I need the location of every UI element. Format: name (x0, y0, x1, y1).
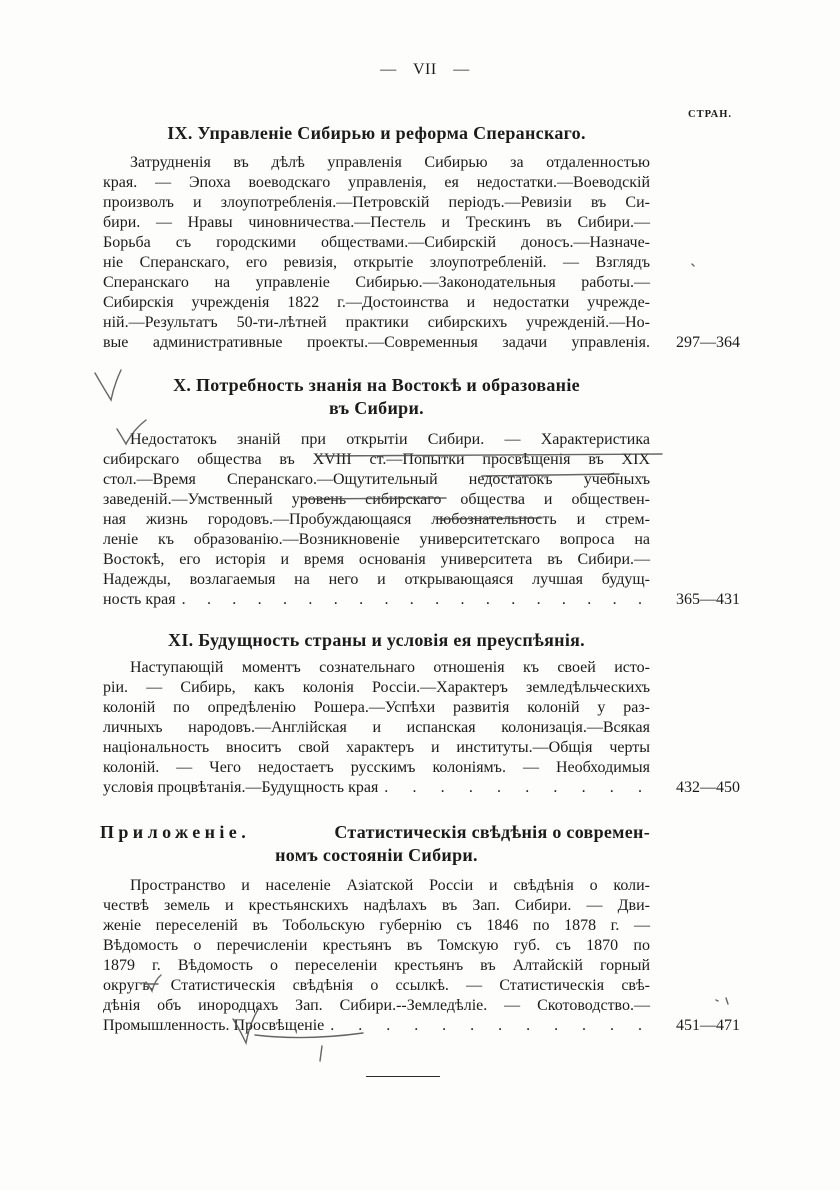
summary-line: національность вноситъ свой характеръ и институты.—Общія черты (103, 739, 650, 756)
summary-line: леніе къ образованію.—Возникновеніе университетскаго вопроса на (103, 531, 650, 548)
summary-line: края. — Эпоха воеводскаго управленія, ея недостатки.—Воеводскій (103, 174, 650, 191)
summary-line: Сперанскаго на управленіе Сибирью.—Законодательныя работы.— (103, 274, 650, 291)
summary-line-final (103, 1016, 650, 1036)
summary-line-final (103, 590, 650, 610)
summary-line: заведеній.—Умственный уровень сибирскаго общества и обществен- (103, 491, 650, 508)
summary-line: округъ. Статистическія свѣдѣнія о ссылкѣ. — Статистическія свѣ- (103, 977, 650, 994)
summary-line: ная жизнь городовъ.—Пробуждающаяся любознательность и стрем- (103, 511, 650, 528)
summary-line: Наступающій моментъ сознательнаго отношенія къ своей исто- (130, 659, 650, 676)
pencil-mark (320, 1046, 322, 1061)
page-range: 432—450 (676, 779, 740, 796)
section-title-text: Статистическія свѣдѣнія о современ- (334, 822, 650, 842)
summary-line: Затрудненія въ дѣлѣ управленія Сибирью за отдаленностью (130, 154, 650, 171)
summary-line: Вѣдомость о перечисленіи крестьянъ въ Томскую губ. съ 1870 по (103, 937, 650, 954)
summary-line: Сибирскія учрежденія 1822 г.—Достоинства и недостатки учрежде- (103, 294, 650, 311)
summary-text: условія процвѣтанія.—Будущность края (103, 779, 379, 796)
summary-line: ріи. — Сибирь, какъ колонія Россіи.—Характеръ земледѣльческихъ (103, 679, 650, 696)
dot-leader: . . . . . . . . . . . . (330, 1017, 642, 1034)
summary-line: бири. — Нравы чиновничества.—Пестель и Трескинъ въ Сибири.— (103, 214, 650, 231)
dot-leader: . . . . . . . . . . (384, 779, 642, 796)
pencil-mark (692, 264, 694, 266)
summary-line: колоній. — Чего недостаетъ русскимъ колоніямъ. — Необходимыя (103, 759, 650, 776)
summary-line: личныхъ народовъ.—Англійская и испанская колонизація.—Всякая (103, 719, 650, 736)
page-range: 297—364 (676, 334, 740, 351)
pencil-mark (716, 998, 728, 1004)
summary-line: Надежды, возлагаемыя на него и открывающаяся лучшая будущ- (103, 571, 650, 588)
section-title: X. Потребность знанія на Востокѣ и образованіе (173, 375, 580, 395)
summary-line: ніе Сперанскаго, его ревизія, открытіе злоупотребленій. — Взглядъ (103, 254, 650, 271)
summary-line: Востокѣ, его исторія и время основанія университета въ Сибири.— (103, 551, 650, 568)
page-range: 451—471 (676, 1017, 740, 1034)
summary-line-final (103, 778, 650, 798)
summary-line: Борьба съ городскими обществами.—Сибирскій доносъ.—Назначе- (103, 234, 650, 251)
summary-line: колоній по опредѣленію Рошера.—Успѣхи развитія колоній у раз- (103, 699, 650, 716)
summary-line: ній.—Результатъ 50-ти-лѣтней практики сибирскихъ учрежденій.—Но- (103, 314, 650, 331)
page-number-roman: — VII — (380, 61, 470, 78)
section-title: XI. Будущность страны и условія ея преуспѣянія. (168, 630, 585, 650)
summary-text: Промышленность. Просвѣщеніе (103, 1017, 325, 1034)
summary-line: чествѣ земель и крестьянскихъ надѣлахъ въ Зап. Сибири. — Дви- (103, 897, 650, 914)
section-title: въ Сибири. (329, 398, 424, 418)
page-range: 365—431 (676, 591, 740, 608)
dot-leader: . . . . . . . . . . . . . . . . . . . (181, 591, 642, 608)
summary-text: ность края (103, 591, 176, 608)
closing-rule (366, 1076, 440, 1077)
section-title (100, 820, 650, 844)
summary-line: Пространство и населеніе Азіатской Россіи и свѣдѣнія о коли- (130, 877, 650, 894)
appendix-label: Приложеніе. (100, 822, 251, 842)
summary-line: стол.—Время Сперанскаго.—Ощутительный недостатокъ учебныхъ (103, 471, 650, 488)
summary-line: произволъ и злоупотребленія.—Петровскій періодъ.—Ревизіи въ Си- (103, 194, 650, 211)
summary-line: Недостатокъ знаній при открытіи Сибири. — Характеристика (130, 431, 650, 448)
pages-column-label: СТРАН. (688, 109, 733, 120)
summary-line: 1879 г. Вѣдомость о переселеніи крестьянъ въ Алтайскій горный (103, 957, 650, 974)
section-title: номъ состояніи Сибири. (275, 845, 478, 865)
summary-line-final: вые административные проекты.—Современныя задачи управленія. (103, 334, 650, 351)
section-title: IX. Управленіе Сибирью и реформа Сперанскаго. (167, 123, 586, 143)
summary-line: дѣнія объ инородцахъ Зап. Сибири.--Земледѣліе. — Скотоводство.— (103, 997, 650, 1014)
summary-line: женіе переселеній въ Тобольскую губернію съ 1846 по 1878 г. — (103, 917, 650, 934)
summary-line: сибирскаго общества въ XVIII ст.—Попытки просвѣщенія въ XIX (103, 451, 650, 468)
